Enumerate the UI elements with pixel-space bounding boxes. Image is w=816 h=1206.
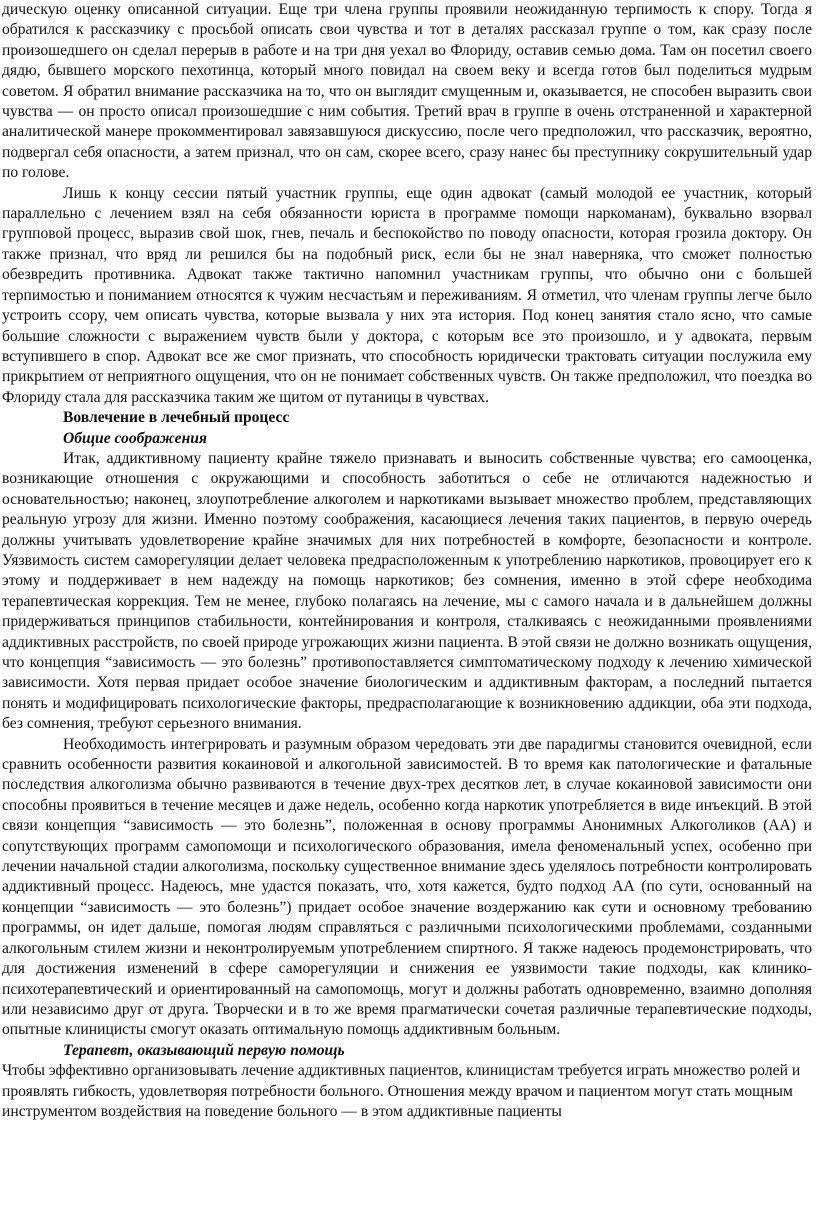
paragraph-3: Итак, аддиктивному пациенту крайне тяжело признавать и выносить собственные чувства; его самооценка, возникающие отношения с окружающими и способность заботиться о себе не отличаются надежностью и основательностью; наконец, злоупотребление алкоголем и наркотиками вызывает множество проблем, представляющих реальную угрозу для жизни. Именно поэтому соображения, касающиеся лечения таких пациентов, в первую очередь должны учитывать удовлетворение крайне значимых для них потребностей в комфорте, безопасности и контроле. Уязвимость систем саморегуляции делает человека предрасположенным к употреблению наркотиков, провоцирует его к этому и поддерживает в нем надежду на помощь наркотиков; без сомнения, именно в этой сфере необходима терапевтическая коррекция. Тем не менее, глубоко полагаясь на лечение, мы с самого начала и в дальнейшем должны придерживаться принципов стабильности, контейнирования и контроля, сталкиваясь с неожиданными проявлениями аддиктивных расстройств, по своей природе угрожающих жизни пациента. В этой связи не должно возникать ощущения, что концепция “зависимость — это болезнь” противопоставляется симптоматическому подходу к лечению химической зависимости. Хотя первая придает особое значение биологическим и аддиктивным факторам, а последний пытается понять и модифицировать психологические факторы, предрасполагающие к возникновению аддикции, оба эти подхода, без сомнения, требуют серьезного внимания. xyxy=(2,449,812,733)
subsection-heading-general: Общие соображения xyxy=(63,429,207,447)
paragraph-1: дическую оценку описанной ситуации. Еще три члена группы проявили неожиданную терпимость к спору. Тогда я обратился к рассказчику с просьбой описать свои чувства и тот в деталях рассказал группе о том, как сразу после произошедшего он сделал перерыв в работе и на три дня уехал во Флориду, оставив семью дома. Там он посетил своего дядю, бывшего морского пехотинца, который много повидал на своем веку и всегда готов был поделиться мудрым советом. Я обратил внимание рассказчика на то, что он выглядит смущенным и, оказывается, не способен выразить свои чувства — он просто описал произошедшие с ним события. Третий врач в группе в очень отстраненной и характерной аналитической манере прокомментировал завязавшуюся дискуссию, после чего предположил, что рассказчик, вероятно, подвергал себя опасности, а затем признал, что он сам, скорее всего, сразу нанес бы преступнику сокрушительный удар по голове. xyxy=(2,1,812,182)
paragraph-4: Необходимость интегрировать и разумным образом чередовать эти две парадигмы становится очевидной, если сравнить особенности развития кокаиновой и алкогольной зависимостей. В то время как патологические и фатальные последствия алкоголизма обычно развиваются в течение двух-трех десятков лет, в случае кокаиновой зависимости они способны проявиться в течение месяцев и даже недель, особенно когда наркотик употребляется в виде инъекций. В этой связи концепция “зависимость — это болезнь”, положенная в основу программы Анонимных Алкоголиков (АА) и сопутствующих программ самопомощи и психологического образования, имела феноменальный успех, особенно при лечении начальной стадии алкоголизма, поскольку существенное внимание здесь уделялось потребности контролировать аддиктивный процесс. Надеюсь, мне удастся показать, что, хотя кажется, будто подход АА (по сути, основанный на концепции “зависимость — это болезнь”) придает особое значение воздержанию как сути и основному требованию программы, он идет дальше, помогая людям справляться с различными психологическими проблемами, созданными алкогольным стилем жизни и неконтролируемым употреблением спиртного. Я также надеюсь продемонстрировать, что для достижения изменений в сфере саморегуляции и снижения ее уязвимости такие подходы, как клинико-психотерапевтический и ориентированный на самопомощь, могут и должны работать одновременно, взаимно дополняя или независимо друг от друга. Творчески и в то же время прагматически сочетая различные терапевтические подходы, опытные клиницисты смогут оказать оптимальную помощь аддиктивным больным. xyxy=(2,735,812,1039)
paragraph-2: Лишь к концу сессии пятый участник группы, еще один адвокат (самый молодой ее участник, который параллельно с лечением взял на себя обязанности юриста в программе помощи наркоманам), буквально взорвал групповой процесс, выразив свой шок, гнев, печаль и беспокойство по поводу опасности, которая грозила доктору. Он также признал, что вряд ли решился бы на подобный риск, если бы не знал наверняка, что сможет полностью обезвредить противника. Адвокат также тактично напомнил участникам группы, что обычно они с большей терпимостью и пониманием относятся к чужим несчастьям и переживаниям. Я отметил, что членам группы легче было устроить ссору, чем описать чувства, которые вызвала у них эта история. Под конец занятия стало ясно, что самые большие сложности с выражением чувств были у доктора, с которым все это произошло, и у адвоката, первым вступившего в спор. Адвокат все же смог признать, что способность юридически трактовать ситуации послужила ему прикрытием от неприятного ощущения, что он не понимает собственных чувств. Он также предположил, что поездка во Флориду стала для рассказчика таким же щитом от путаницы в чувствах. xyxy=(2,184,812,406)
paragraph-5: Чтобы эффективно организовывать лечение аддиктивных пациентов, клиницистам требуется играть множество ролей и проявлять гибкость, удовлетворяя потребности больного. Отношения между врачом и пациентом могут стать мощным инструментом воздействия на поведение больного — в этом аддиктивные пациенты xyxy=(2,1062,801,1120)
section-heading: Вовлечение в лечебный процесс xyxy=(63,409,290,427)
subsection-heading-first-aid: Терапевт, оказывающий первую помощь xyxy=(63,1041,345,1059)
